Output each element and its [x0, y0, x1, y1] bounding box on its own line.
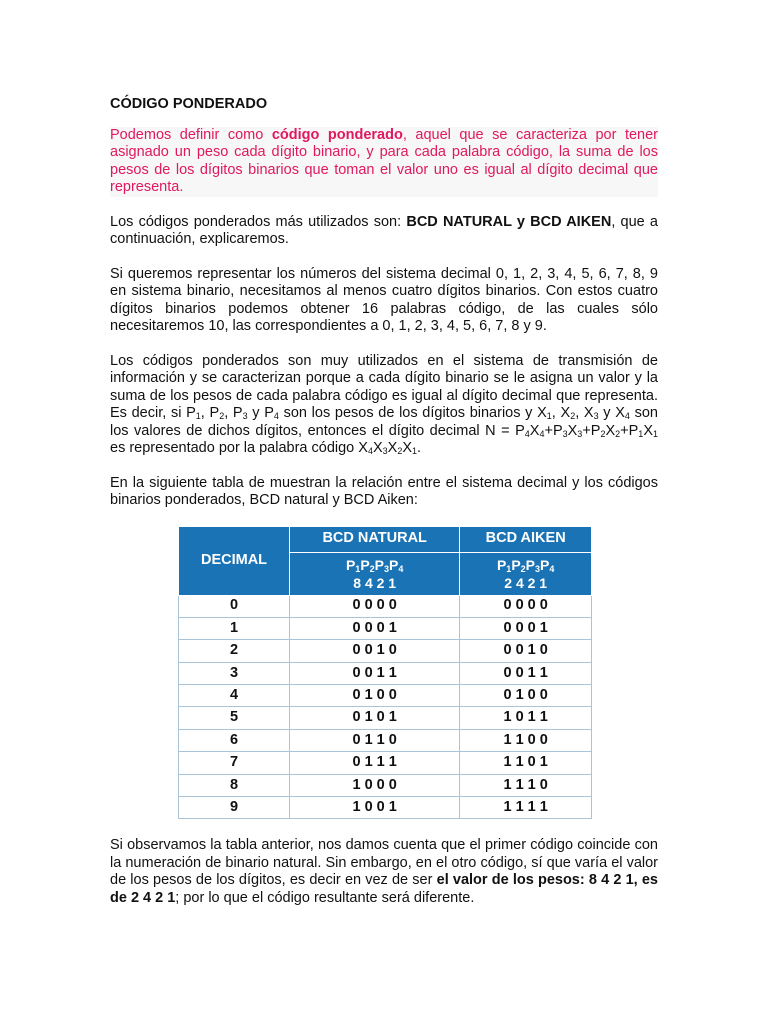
- cell-bcd-aiken: 0 0 1 1: [460, 662, 592, 684]
- cell-decimal: 7: [179, 752, 290, 774]
- table-row: [179, 729, 592, 751]
- cell-bcd-aiken: 0 0 1 0: [460, 640, 592, 662]
- cell-bcd-natural: 0 0 0 1: [290, 617, 460, 639]
- p5-pre: Si observamos la tabla anterior, nos damos cuenta que el primer código coincide con la numeración de binario natural. Sin embargo, en el otro código, sí que varía el valor de los pesos de los dígitos, es decir en vez de ser: [110, 837, 658, 889]
- table-row: [179, 640, 592, 662]
- cell-bcd-aiken: 1 0 1 1: [460, 707, 592, 729]
- code-table-wrapper: [178, 526, 658, 820]
- intro-paragraph: [110, 127, 658, 197]
- cell-decimal: 4: [179, 685, 290, 707]
- table-row: [179, 707, 592, 729]
- table-body: [179, 595, 592, 819]
- intro-post: , aquel que se caracteriza por tener asignado un peso cada dígito binario, y para cada palabra código, la suma de los pesos de los dígitos binarios que toman el valor uno es igual al dígito decimal que representa.: [110, 126, 659, 195]
- cell-bcd-natural: 0 1 0 1: [290, 707, 460, 729]
- header-natural-weights: [290, 552, 460, 595]
- document-body: [110, 96, 658, 924]
- cell-bcd-aiken: 1 1 1 1: [460, 797, 592, 819]
- cell-decimal: 5: [179, 707, 290, 729]
- p5-post: ; por lo que el código resultante será diferente.: [175, 889, 475, 906]
- cell-bcd-natural: 1 0 0 0: [290, 774, 460, 796]
- paragraph-4: En la siguiente tabla de muestran la relación entre el sistema decimal y los códigos binarios ponderados, BCD natural y BCD Aiken:: [110, 474, 658, 508]
- natural-weights: 8 4 2 1: [353, 574, 397, 591]
- cell-bcd-natural: 0 0 1 1: [290, 662, 460, 684]
- paragraph-3: Los códigos ponderados son muy utilizados en el sistema de transmisión de información y se caracterizan porque a cada dígito binario se le asigna un valor y la suma de los pesos de cada palabra código es igual al dígito decimal que representa. Es decir, si $P_1$, $P_2$, $P_3$ y $P_4$ son los pesos de los dígitos binarios y $X_1$, $X_2$, $X_3$ y $X_4$ son los valores de dichos dígitos, entonces el dígito decimal $N = P_4X_4+P_3X_3+P_2X_2+P_1X_1$ es representado por la palabra código $X_4X_3X_2X_1$.: [110, 352, 658, 456]
- cell-bcd-aiken: 0 0 0 0: [460, 595, 592, 617]
- cell-bcd-natural: 0 0 1 0: [290, 640, 460, 662]
- cell-bcd-natural: 1 0 0 1: [290, 797, 460, 819]
- header-aiken-weights: [460, 552, 592, 595]
- table-row: [179, 595, 592, 617]
- table-row: [179, 617, 592, 639]
- p1-bold: BCD NATURAL y BCD AIKEN: [406, 213, 612, 230]
- paragraph-5: [110, 837, 658, 907]
- weights-label: $P_1P_2P_3P_4$: [496, 556, 555, 574]
- header-bcd-aiken: BCD AIKEN: [460, 526, 592, 552]
- p5-bold: el valor de los pesos: 8 4 2 1, es de 2 4 2 1: [110, 872, 658, 906]
- intro-bold: código ponderado: [271, 126, 403, 143]
- cell-bcd-aiken: 1 1 1 0: [460, 774, 592, 796]
- intro-pre: Podemos definir como: [110, 126, 272, 143]
- weights-label: $P_1P_2P_3P_4$: [345, 556, 404, 574]
- paragraph-1: [110, 214, 658, 249]
- page-title: CÓDIGO PONDERADO: [110, 96, 268, 112]
- code-table: [178, 526, 592, 820]
- cell-bcd-aiken: 1 1 0 1: [460, 752, 592, 774]
- aiken-weights: 2 4 2 1: [504, 574, 548, 591]
- cell-decimal: 1: [179, 617, 290, 639]
- cell-bcd-aiken: 1 1 0 0: [460, 729, 592, 751]
- cell-decimal: 3: [179, 662, 290, 684]
- cell-decimal: 2: [179, 640, 290, 662]
- table-row: [179, 752, 592, 774]
- cell-decimal: 9: [179, 797, 290, 819]
- cell-bcd-natural: 0 1 1 0: [290, 729, 460, 751]
- table-row: [179, 774, 592, 796]
- cell-bcd-aiken: 0 0 0 1: [460, 617, 592, 639]
- cell-bcd-natural: 0 1 0 0: [290, 685, 460, 707]
- table-row: [179, 797, 592, 819]
- cell-decimal: 6: [179, 729, 290, 751]
- cell-bcd-natural: 0 0 0 0: [290, 595, 460, 617]
- p1-post: , que a continuación, explicaremos.: [110, 213, 658, 247]
- table-row: [179, 662, 592, 684]
- cell-decimal: 0: [179, 595, 290, 617]
- paragraph-2: Si queremos representar los números del sistema decimal 0, 1, 2, 3, 4, 5, 6, 7, 8, 9 en sistema binario, necesitamos al menos cuatro dígitos binarios. Con estos cuatro dígitos binarios podemos obtener 16 palabras código, de las cuales sólo necesitaremos 10, las correspondientes a 0, 1, 2, 3, 4, 5, 6, 7, 8 y 9.: [110, 265, 658, 334]
- cell-bcd-aiken: 0 1 0 0: [460, 685, 592, 707]
- table-row: [179, 685, 592, 707]
- p1-pre: Los códigos ponderados más utilizados son:: [110, 213, 407, 230]
- header-decimal: DECIMAL: [179, 526, 290, 595]
- header-bcd-natural: BCD NATURAL: [290, 526, 460, 552]
- cell-bcd-natural: 0 1 1 1: [290, 752, 460, 774]
- cell-decimal: 8: [179, 774, 290, 796]
